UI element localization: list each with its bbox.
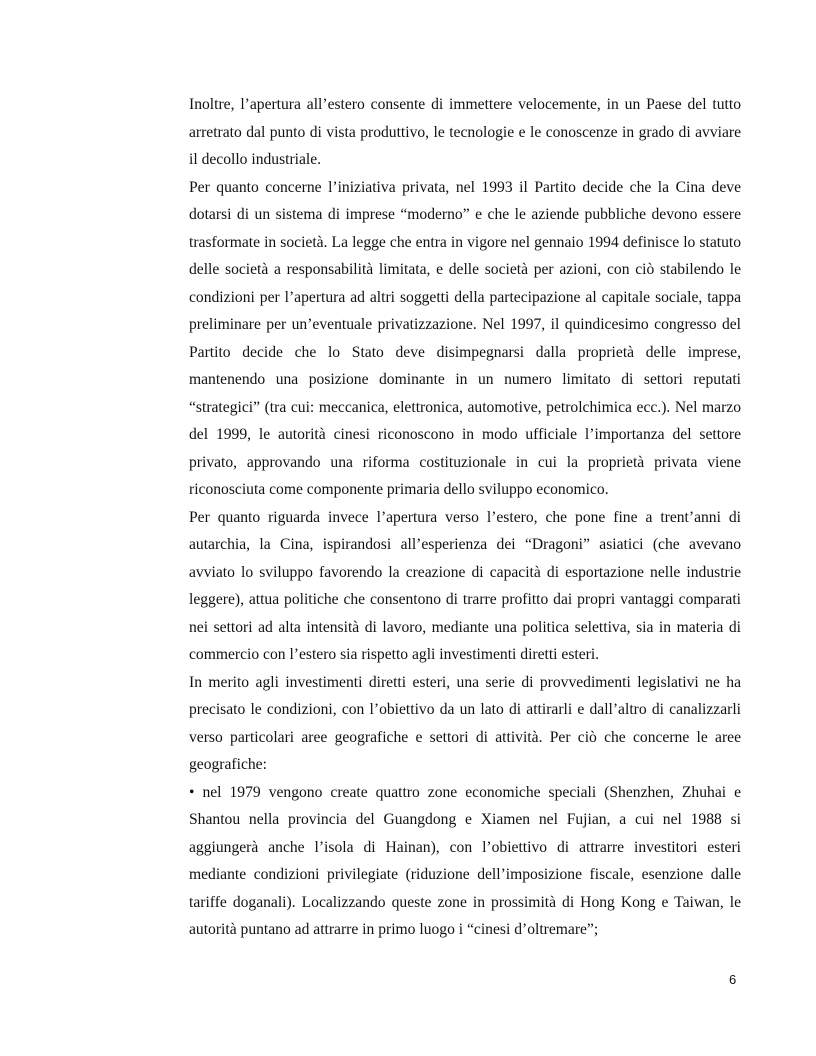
bullet-special-economic-zones: • nel 1979 vengono create quattro zone economiche speciali (Shenzhen, Zhuhai e Shantou nella provincia del Guangdong e Xiamen nel Fujian, a cui nel 1988 si aggiungerà anche l’isola di Hainan), con l’obiettivo di attrarre investitori esteri mediante condizioni privilegiate (riduzione dell’imposizione fiscale, esenzione dalle tariffe doganali). Localizzando queste zone in prossimità di Hong Kong e Taiwan, le autorità puntano ad attrarre in primo luogo i “cinesi d’oltremare”; — [189, 783, 741, 938]
page-body — [189, 91, 741, 944]
paragraph-private-initiative: Per quanto concerne l’iniziativa privata, nel 1993 il Partito decide che la Cina deve dotarsi di un sistema di imprese “moderno” e che le aziende pubbliche devono essere trasformate in società. La legge che entra in vigore nel gennaio 1994 definisce lo statuto delle società a responsabilità limitata, e delle società per azioni, con ciò stabilendo le condizioni per l’apertura ad altri soggetti della partecipazione al capitale sociale, tappa preliminare per un’eventuale privatizzazione. Nel 1997, il quindicesimo congresso del Partito decide che lo Stato deve disimpegnarsi dalla proprietà delle imprese, mantenendo una posizione dominante in un numero limitato di settori reputati “strategici” (tra cui: meccanica, elettronica, automotive, petrolchimica ecc.). Nel marzo del 1999, le autorità cinesi riconoscono in modo ufficiale l’importanza del settore privato, approvando una riforma costituzionale in cui la proprietà privata viene riconosciuta come componente primaria dello sviluppo economico. — [189, 178, 741, 498]
page-number: 6 — [729, 972, 737, 987]
paragraph-foreign-opening: Per quanto riguarda invece l’apertura verso l’estero, che pone fine a trent’anni di autarchia, la Cina, ispirandosi all’esperienza dei “Dragoni” asiatici (che avevano avviato lo sviluppo favorendo la creazione di capacità di esportazione nelle industrie leggere), attua politiche che consentono di trarre profitto dai propri vantaggi comparati nei settori ad alta intensità di lavoro, mediante una politica selettiva, sia in materia di commercio con l’estero sia rispetto agli investimenti diretti esteri. — [189, 508, 741, 663]
paragraph-technology-opening: Inoltre, l’apertura all’estero consente di immettere velocemente, in un Paese del tutto arretrato dal punto di vista produttivo, le tecnologie e le conoscenze in grado di avviare il decollo industriale. — [189, 96, 741, 168]
paragraph-foreign-investment: In merito agli investimenti diretti esteri, una serie di provvedimenti legislativi ne ha precisato le condizioni, con l’obiettivo da un lato di attirarli e dall’altro di canalizzarli verso particolari aree geografiche e settori di attività. Per ciò che concerne le aree geografiche: — [189, 673, 741, 773]
